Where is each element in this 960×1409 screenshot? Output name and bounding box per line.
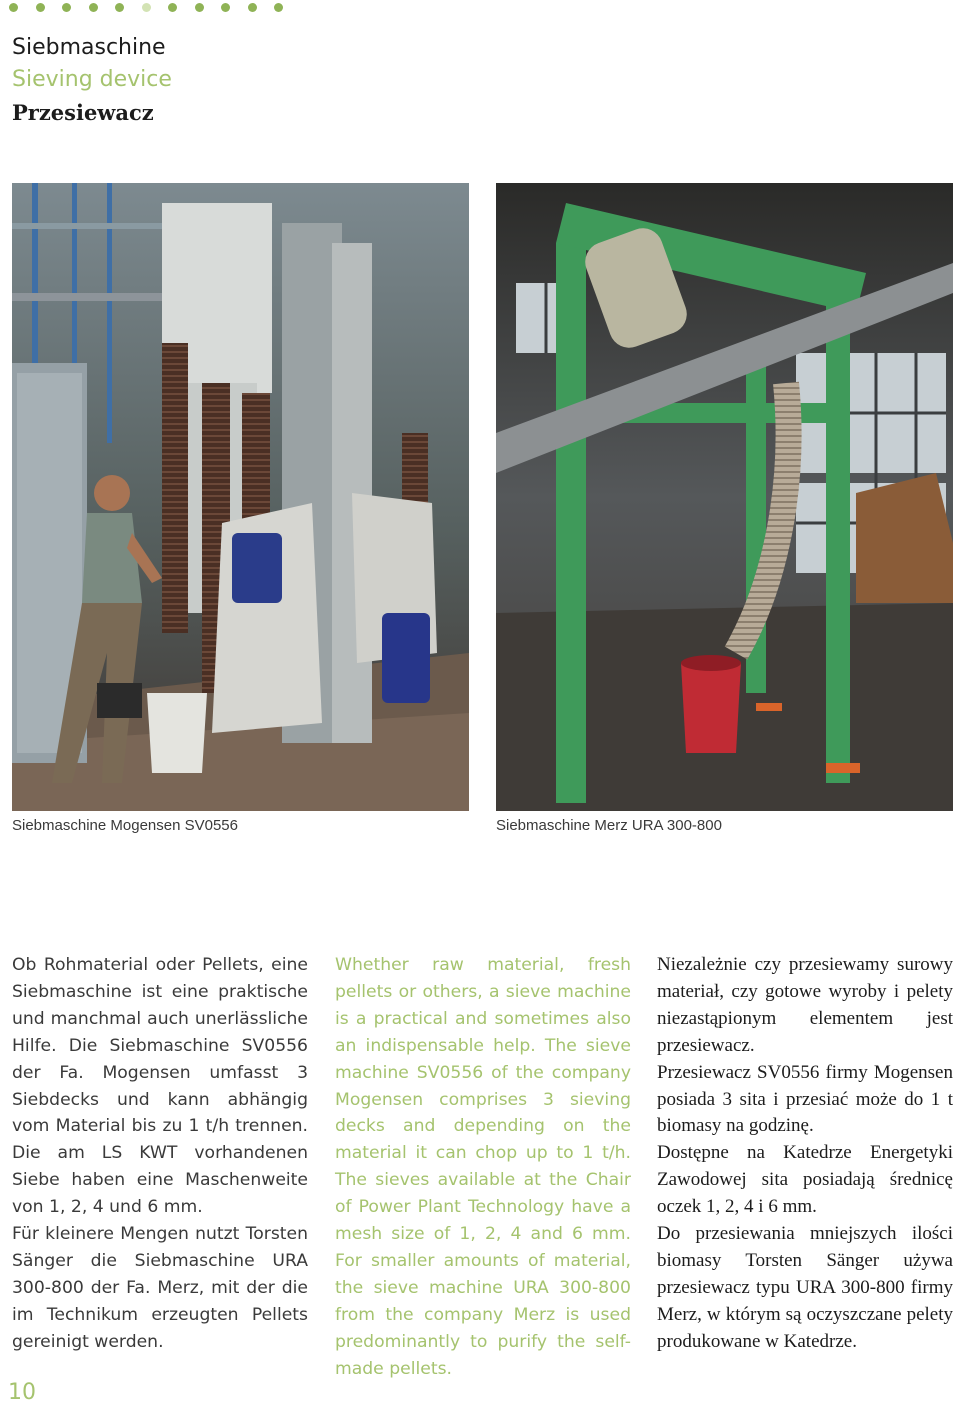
title-polish: Przesiewacz: [12, 100, 154, 125]
decorative-dot: [142, 3, 151, 12]
page-number: 10: [8, 1380, 36, 1405]
paragraph-de-1: Ob Rohmaterial oder Pellets, eine Siebmaschine ist eine praktische und manchmal auch unerlässliche Hilfe. Die Siebmaschine SV0556 der Fa. Mogensen umfasst 3 Siebdecks und kann abhängig vom Material bis zu 1 t/h trennen. Die am LS KWT vorhandenen Siebe haben eine Maschenweite von 1, 2, 4 und 6 mm.: [12, 955, 308, 1218]
paragraph-de-2: Für kleinere Mengen nutzt Torsten Sänger die Siebmaschine URA 300-800 der Fa. Merz, mit der die im Technikum erzeugten Pellets gereinigt werden.: [12, 1224, 308, 1352]
paragraph-pl-1: Niezależnie czy przesiewamy surowy materiał, czy gotowe wyroby i pelety niezastąpionym elementem jest przesiewacz.: [657, 954, 953, 1056]
text-column-polish: [657, 952, 953, 1356]
title-block: [12, 32, 172, 130]
photo-caption-merz: Siebmaschine Merz URA 300-800: [496, 817, 722, 834]
text-column-german: [12, 952, 308, 1356]
photo-mogensen-sieve-machine: [12, 183, 469, 811]
decorative-dot: [115, 3, 124, 12]
paragraph-pl-2: Przesiewacz SV0556 firmy Mogensen posiada 3 sita i przesiać może do 1 t biomasy na godzinę.: [657, 1061, 953, 1137]
decorative-dot: [36, 3, 45, 12]
decorative-dot: [168, 3, 177, 12]
paragraph-pl-3: Dostępne na Katedrze Energetyki Zawodowej sita posiadają średnicę oczek 1, 2, 4 i 6 mm.: [657, 1142, 953, 1218]
decorative-dot: [62, 3, 71, 12]
paragraph-en-1: Whether raw material, fresh pellets or others, a sieve machine is a practical and sometimes also an indispensable help. The sieve machine SV0556 of the company Mogensen comprises 3 sieving decks and depending on the material it can chop up to 1 t/h. The sieves available at the Chair of Power Plant Technology have a mesh size of 1, 2, 4 and 6 mm. For smaller amounts of material, the sieve machine URA 300-800 from the company Merz is used predominantly to purify the self-made pellets.: [335, 955, 631, 1379]
decorative-dot-row: [9, 3, 301, 12]
decorative-dot: [89, 3, 98, 12]
text-column-english: [335, 952, 631, 1383]
title-german: Siebmaschine: [12, 35, 166, 60]
decorative-dot: [9, 3, 18, 12]
photo-merz-sieve-machine: [496, 183, 953, 811]
decorative-dot: [195, 3, 204, 12]
title-english: Sieving device: [12, 67, 172, 92]
decorative-dot: [221, 3, 230, 12]
decorative-dot: [248, 3, 257, 12]
photo-caption-mogensen: Siebmaschine Mogensen SV0556: [12, 817, 238, 834]
decorative-dot: [274, 3, 283, 12]
paragraph-pl-4: Do przesiewania mniejszych ilości biomasy Torsten Sänger używa przesiewacz typu URA 300-800 firmy Merz, w którym są oczyszczane pelety produkowane w Katedrze.: [657, 1223, 953, 1352]
